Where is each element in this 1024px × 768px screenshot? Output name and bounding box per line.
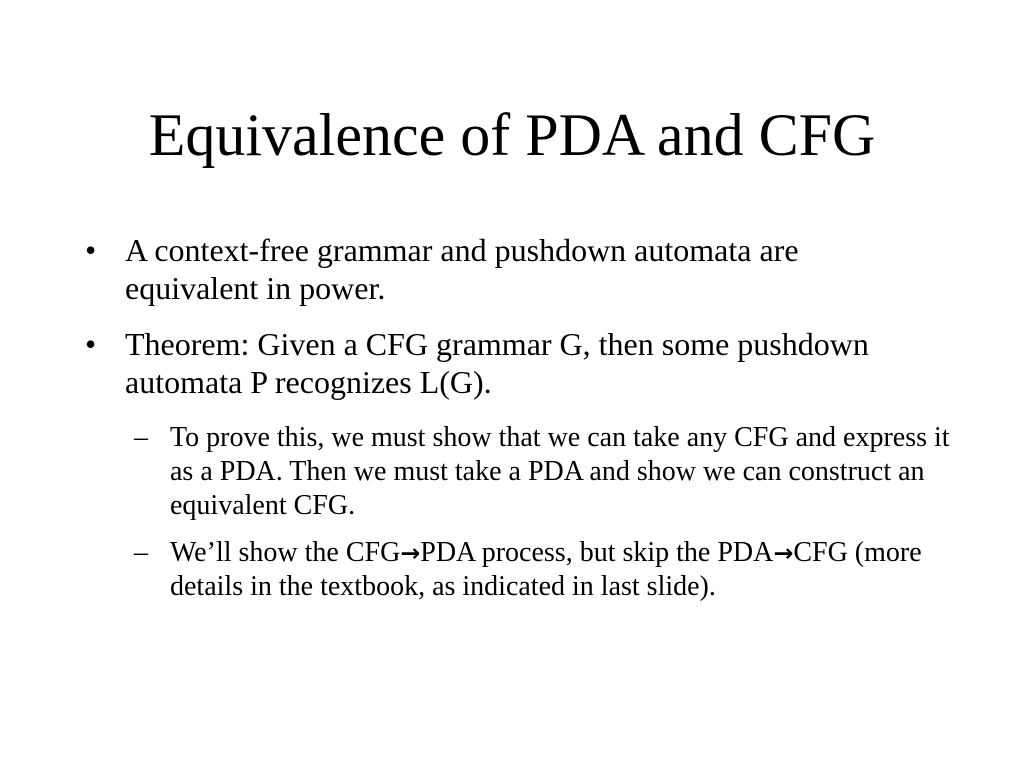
sub-bullet-marker: – [134, 537, 148, 568]
sub-bullet-2-text-part-2: PDA process, but skip the PDA [420, 537, 774, 568]
bullet-marker: • [85, 232, 97, 268]
bullet-1-text: A context-free grammar and pushdown automata are equivalent in power. [125, 232, 799, 306]
sub-bullet-1-text: To prove this, we must show that we can take any CFG and express it as a PDA. Then we must take a PDA and show we can construct an equivalent CFG. [170, 422, 950, 521]
right-arrow-icon: → [400, 539, 421, 567]
sub-bullet-2 [134, 536, 950, 604]
bullet-2-text: Theorem: Given a CFG grammar G, then some pushdown automata P recognizes L(G). [125, 326, 869, 400]
slide-title: Equivalence of PDA and CFG [148, 102, 876, 168]
sub-bullet-2-text-part-3: CFG (more details in the textbook, as indicated in last slide). [170, 537, 922, 602]
bullet-2 [85, 325, 925, 401]
sub-bullet-marker: – [134, 422, 148, 453]
right-arrow-icon: → [773, 539, 794, 567]
bullet-marker: • [85, 326, 97, 362]
bullet-1 [85, 231, 925, 307]
sub-bullet-2-text-part-1: We’ll show the CFG [170, 537, 401, 568]
sub-bullet-1 [134, 421, 950, 523]
